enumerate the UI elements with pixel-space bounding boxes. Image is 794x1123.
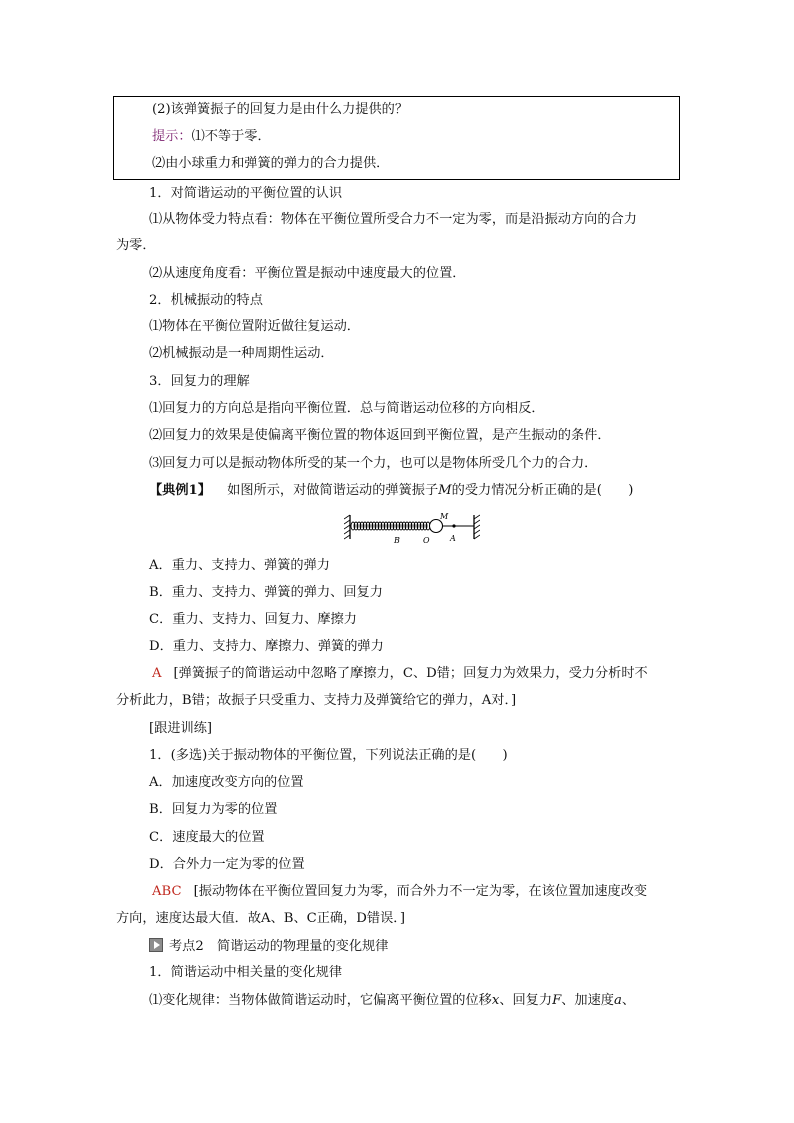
right-wall-hatching (474, 515, 480, 539)
hint-line-2: ⑵由小球重力和弹簧的弹力的合力提供． (152, 156, 390, 171)
hint-answer-1: ⑴不等于零． (191, 129, 271, 144)
play-triangle-icon (149, 938, 163, 952)
hint-question: (2)该弹簧振子的回复力是由什么力提供的？ (152, 102, 409, 117)
hint-label: 提示： (152, 129, 192, 144)
section3-p3: ⑶回复力可以是振动物体所受的某一个力，也可以是物体所受几个力的合力． (149, 456, 598, 471)
example1-answer: A (152, 666, 162, 681)
example1-option-b: B．重力、支持力、弹簧的弹力、回复力 (149, 585, 383, 600)
label-a: A (450, 534, 456, 543)
topic2-p1-pre: ⑴变化规律：当物体做简谐运动时，它偏离平衡位置的位移 (149, 993, 492, 1008)
topic2-heading: 1．简谐运动中相关量的变化规律 (149, 965, 343, 980)
label-b: B (394, 536, 400, 545)
section1-p1b: 为零． (116, 238, 156, 253)
section3-p1: ⑴回复力的方向总是指向平衡位置．总与简谐运动位移的方向相反． (149, 401, 545, 416)
section1-heading: 1．对简谐运动的平衡位置的认识 (149, 186, 343, 201)
section3-heading: 3．回复力的理解 (149, 374, 250, 389)
practice-explain-line-1 (152, 884, 647, 900)
practice-label: [跟进训练] (149, 721, 213, 736)
practice-answer: ABC (152, 884, 182, 899)
topic2-label: 考点2 简谐运动的物理量的变化规律 (169, 939, 389, 954)
example1-option-c: C．重力、支持力、回复力、摩擦力 (149, 612, 357, 627)
example1-explain-line-1 (152, 666, 648, 682)
practice-option-c: C．速度最大的位置 (149, 830, 265, 845)
section3-p2: ⑵回复力的效果是使偏离平衡位置的物体返回到平衡位置，是产生振动的条件． (149, 428, 611, 443)
example1-explain-line-2: 分析此力，B错；故振子只受重力、支持力及弹簧给它的弹力，A对．] (116, 693, 517, 708)
spring-oscillator-figure (344, 512, 480, 546)
topic2-p1-tail: 、 (621, 993, 636, 1008)
section2-p1: ⑴物体在平衡位置附近做往复运动． (149, 319, 360, 334)
example1-option-d: D．重力、支持力、摩擦力、弹簧的弹力 (149, 639, 384, 654)
practice-option-a: A．加速度改变方向的位置 (149, 775, 304, 790)
example1-stem (149, 483, 633, 499)
section1-p2: ⑵从速度角度看：平衡位置是振动中速度最大的位置． (149, 266, 466, 281)
section2-heading: 2．机械振动的特点 (149, 293, 263, 308)
section2-p2: ⑵机械振动是一种周期性运动． (149, 346, 334, 361)
hint-line-1 (152, 129, 271, 145)
practice-option-b: B．回复力为零的位置 (149, 802, 278, 817)
var-f: F (552, 993, 562, 1008)
practice-explain-line-2: 方向，速度达最大值．故A、B、C正确，D错误．] (116, 911, 405, 926)
var-a: a (613, 993, 622, 1008)
example1-stem-post: 的受力情况分析正确的是( ) (451, 483, 634, 498)
section1-p1a: ⑴从物体受力特点看：物体在平衡位置所受合力不一定为零，而是沿振动方向的合力 (149, 212, 637, 227)
example1-option-a: A．重力、支持力、弹簧的弹力 (149, 558, 330, 573)
practice-q1: 1．(多选)关于振动物体的平衡位置，下列说法正确的是( ) (149, 748, 508, 763)
spring-coil (351, 522, 430, 530)
topic2-p1 (149, 993, 635, 1009)
practice-explain-a: [振动物体在平衡位置回复力为零，而合外力不一定为零，在该位置加速度改变 (193, 884, 648, 899)
oscillator-ball (430, 520, 443, 533)
topic2-title (149, 938, 388, 955)
example1-label: 【典例1】 (149, 483, 211, 498)
practice-option-d: D．合外力一定为零的位置 (149, 857, 305, 872)
left-wall-hatching (344, 515, 350, 539)
var-x: x (491, 993, 500, 1008)
example1-explain-a: [弹簧振子的简谐运动中忽略了摩擦力，C、D错；回复力为效果力，受力分析时不 (173, 666, 648, 681)
topic2-p1-mid2: 、加速度 (561, 993, 614, 1008)
example1-var-m: M (438, 483, 452, 498)
label-m: M (440, 512, 449, 521)
topic2-p1-mid1: 、回复力 (499, 993, 553, 1008)
label-o: O (423, 536, 430, 545)
example1-stem-pre: 如图所示，对做简谐运动的弹簧振子 (227, 483, 439, 498)
point-a-dot (452, 524, 455, 527)
